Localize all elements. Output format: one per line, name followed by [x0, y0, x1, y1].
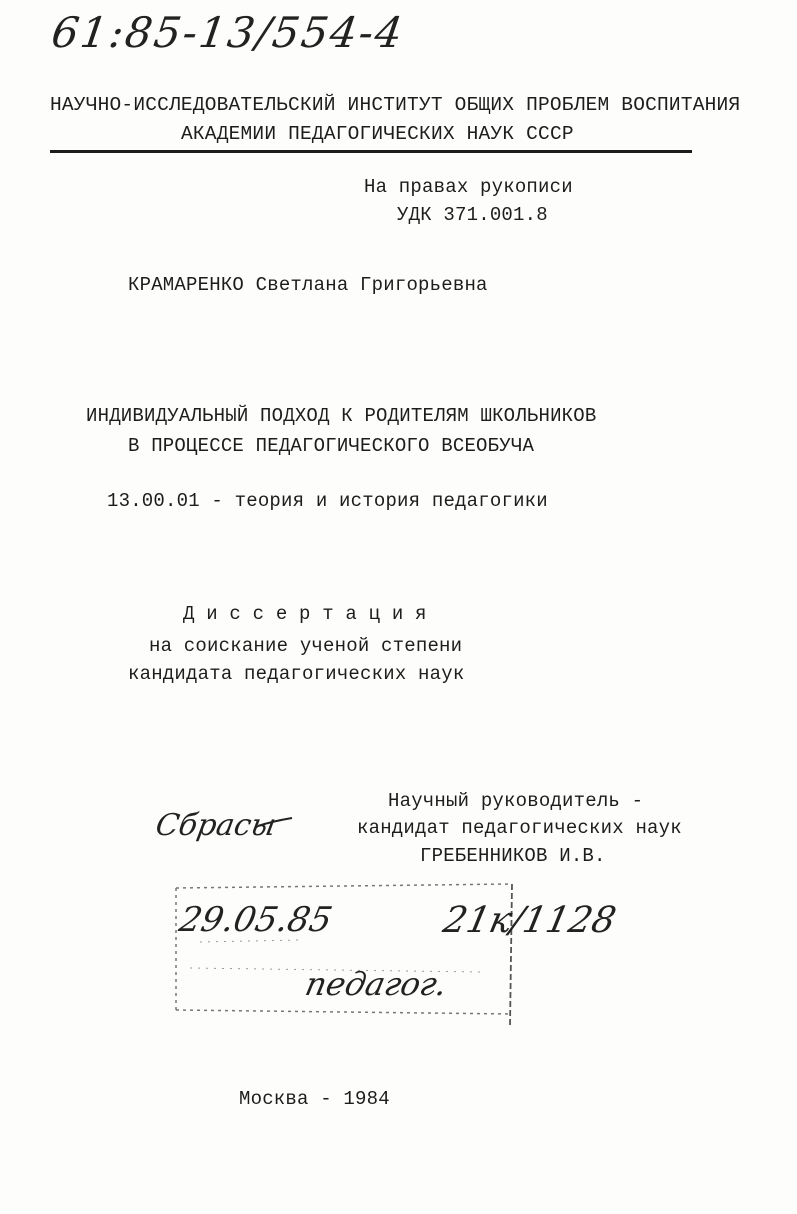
handwritten-signature: Сбрасы	[152, 808, 279, 843]
dissertation-title-line-2: В ПРОЦЕССЕ ПЕДАГОГИЧЕСКОГО ВСЕОБУЧА	[128, 435, 535, 457]
supervisor-degree: кандидат педагогических наук	[357, 817, 682, 839]
dissertation-title-line-1: ИНДИВИДУАЛЬНЫЙ ПОДХОД К РОДИТЕЛЯМ ШКОЛЬНИКОВ	[86, 405, 597, 427]
manuscript-rights: На правах рукописи	[364, 176, 573, 198]
degree-line-2: кандидата педагогических наук	[128, 663, 465, 685]
institute-line-2: АКАДЕМИИ ПЕДАГОГИЧЕСКИХ НАУК СССР	[181, 123, 574, 145]
stamp-number: 21к/1128	[439, 900, 620, 941]
udc-code: УДК 371.001.8	[397, 204, 548, 226]
archive-mark: 61:85-13/554-4	[48, 8, 408, 57]
city-year: Москва - 1984	[239, 1088, 390, 1110]
dissertation-label: Д и с с е р т а ц и я	[183, 603, 427, 625]
degree-line-1: на соискание ученой степени	[149, 635, 463, 657]
specialty-code: 13.00.01 - теория и история педагогики	[107, 490, 548, 512]
supervisor-name: ГРЕБЕННИКОВ И.В.	[420, 845, 606, 867]
author-name: КРАМАРЕНКО Светлана Григорьевна	[128, 274, 488, 296]
institute-line-1: НАУЧНО-ИССЛЕДОВАТЕЛЬСКИЙ ИНСТИТУТ ОБЩИХ ПРОБЛЕМ ВОСПИТАНИЯ	[50, 94, 741, 116]
stamp-field: педагог.	[301, 965, 451, 1003]
stamp-date: 29.05.85	[175, 900, 336, 940]
supervisor-role: Научный руководитель -	[388, 790, 644, 812]
